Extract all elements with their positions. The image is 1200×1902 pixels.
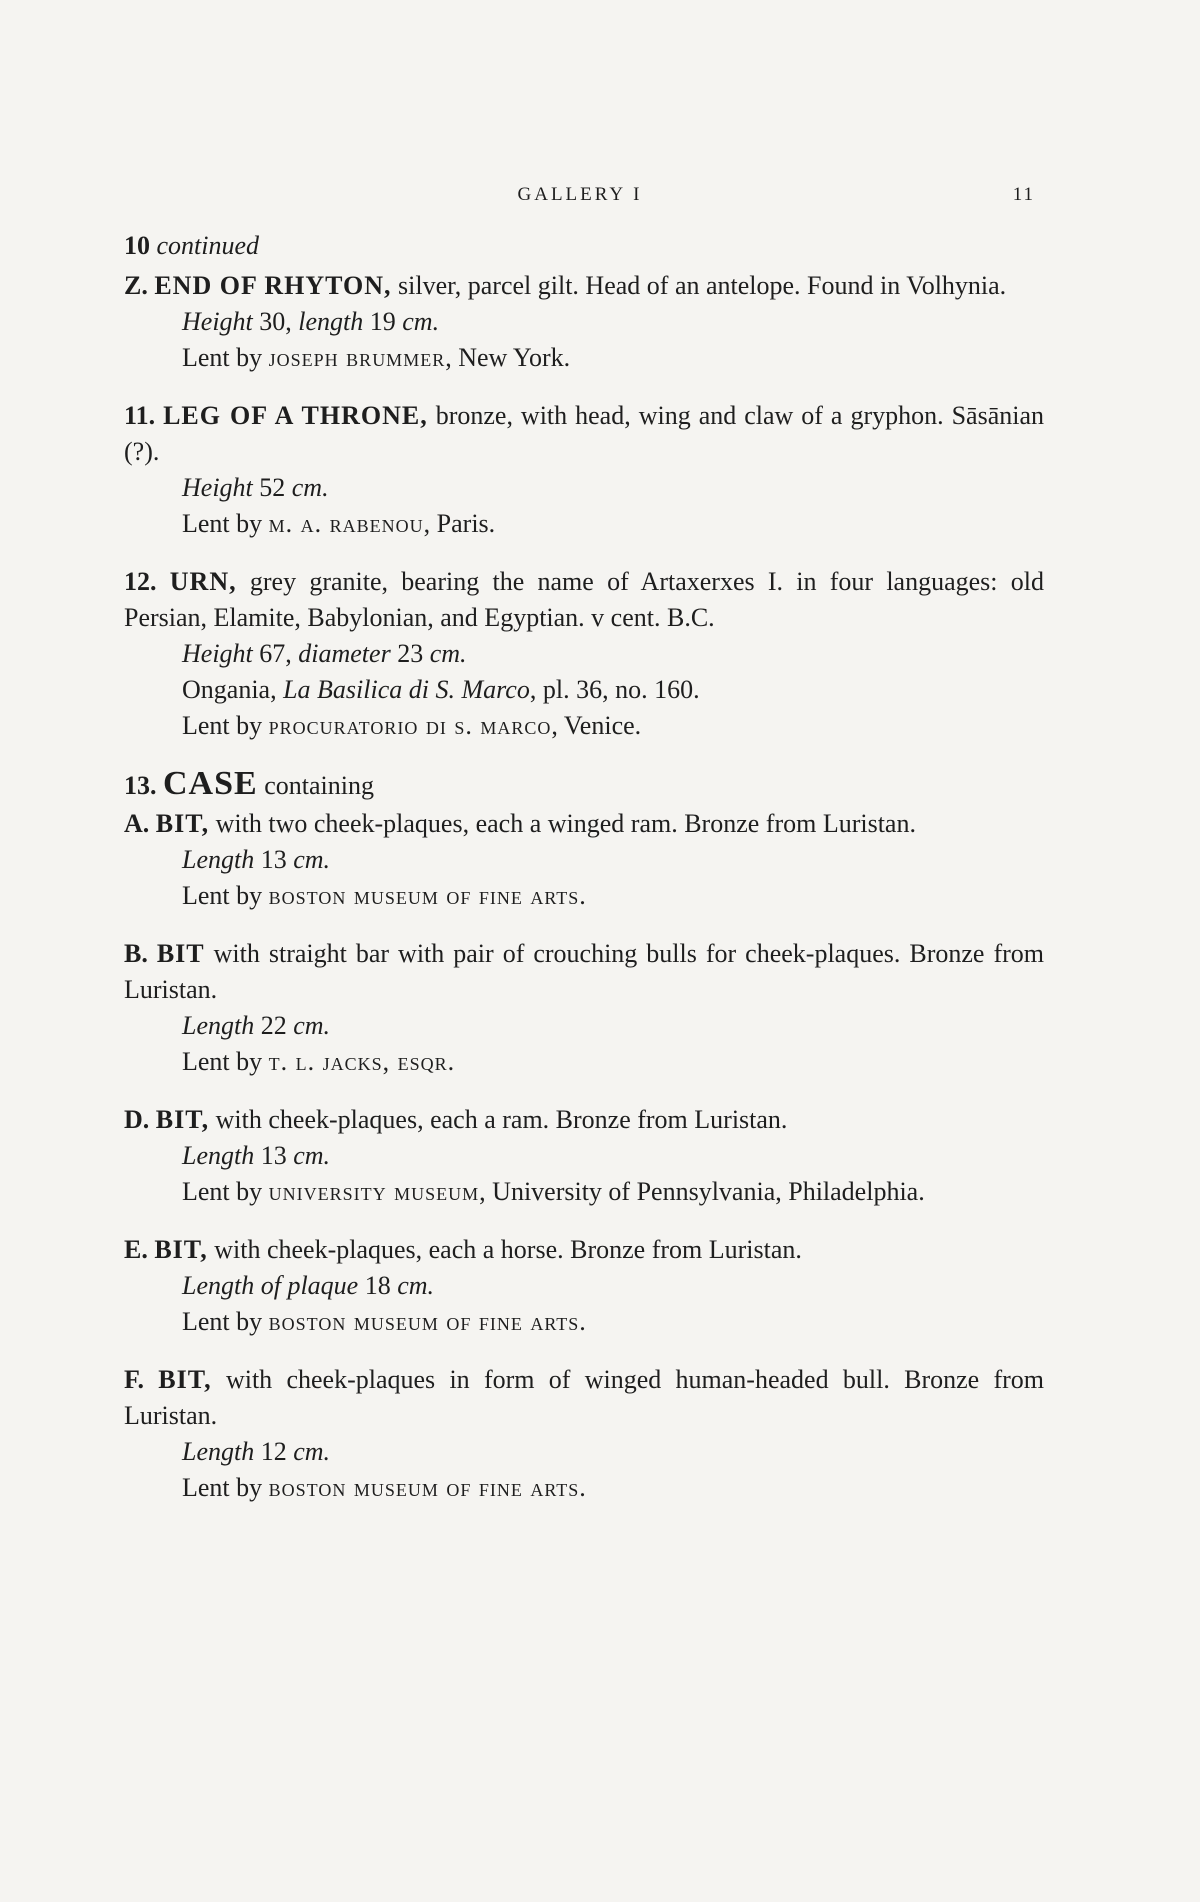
entry-description: silver, parcel gilt. Head of an antelope. Found in Volhynia. (391, 271, 1007, 300)
entry-lender (124, 1174, 1044, 1210)
entry-dimensions (124, 1008, 1044, 1044)
entry-title: LEG OF A THRONE, (163, 401, 428, 430)
case-number: 13. (124, 771, 157, 800)
entry-number: 11. (124, 401, 156, 430)
entry-lender (124, 340, 1044, 376)
entry-letter: F. (124, 1365, 144, 1394)
entry-title: BIT, (158, 1365, 212, 1394)
dim-value: 13 (254, 1141, 294, 1170)
sub-entry-f (124, 1362, 1044, 1506)
entry-heading (124, 268, 1044, 304)
entry-description: with cheek-plaques in form of winged human-headed bull. Bronze from Luristan. (124, 1365, 1045, 1430)
entry-dimensions (124, 304, 1044, 340)
lender-name: procuratorio di s. marco (268, 711, 552, 740)
entry-title: BIT (156, 939, 205, 968)
sub-entry-a (124, 806, 1044, 914)
lent-prefix: Lent by (182, 711, 269, 740)
lender-name: boston museum of fine arts. (268, 1307, 587, 1336)
entry-title: END OF RHYTON, (154, 271, 392, 300)
entry-heading (124, 398, 1044, 470)
dim-label: Height (182, 639, 253, 668)
dim-value: 12 (254, 1437, 294, 1466)
dim-label: Length (182, 845, 255, 874)
sub-entry-b (124, 936, 1044, 1080)
entry-heading (124, 564, 1044, 636)
entry-12 (124, 564, 1044, 744)
running-header (125, 184, 1035, 214)
entry-description: bronze, with head, wing and claw of a gryphon. Sāsānian (?). (124, 401, 1045, 466)
entry-letter: E. (124, 1235, 148, 1264)
dim-value: 23 (390, 639, 430, 668)
dim-value: 13 (254, 845, 294, 874)
entry-letter: D. (124, 1105, 150, 1134)
dim-unit: cm. (429, 639, 467, 668)
gallery-title: GALLERY I (517, 184, 643, 205)
ref-title: La Basilica di S. Marco (283, 675, 530, 704)
entry-description: with cheek-plaques, each a ram. Bronze from Luristan. (209, 1105, 788, 1134)
dim-value: 30, (252, 307, 299, 336)
lender-location: , University of Pennsylvania, Philadelphia. (479, 1177, 925, 1206)
dim-value: 22 (254, 1011, 294, 1040)
page-number: 11 (1012, 184, 1035, 205)
entry-title: URN, (169, 567, 237, 596)
lender-name: boston museum of fine arts. (268, 881, 587, 910)
dim-unit: cm. (293, 845, 331, 874)
lent-prefix: Lent by (182, 1177, 269, 1206)
entry-description: grey granite, bearing the name of Artaxerxes I. in four languages: old Persian, Elamite, Babylonian, and Egyptian. v cent. B.C. (124, 567, 1044, 632)
case-suffix: containing (257, 771, 374, 800)
ref-plate: , pl. 36, no. 160. (529, 675, 700, 704)
entry-heading (124, 936, 1044, 1008)
sub-entry-e (124, 1232, 1044, 1340)
entry-dimensions (124, 470, 1044, 506)
entry-dimensions (124, 1268, 1044, 1304)
lent-prefix: Lent by (182, 343, 269, 372)
dim-label: Height (182, 307, 253, 336)
lender-location: , New York. (445, 343, 571, 372)
lent-prefix: Lent by (182, 1047, 269, 1076)
lender-location: , Venice. (551, 711, 642, 740)
entry-lender (124, 708, 1044, 744)
dim-label: Length (182, 1141, 255, 1170)
dim-label: diameter (298, 639, 391, 668)
continued-label: continued (156, 231, 260, 260)
entry-lender (124, 1304, 1044, 1340)
case-heading (124, 766, 1044, 804)
sub-entry-d (124, 1102, 1044, 1210)
dim-label: Height (182, 473, 253, 502)
entry-reference (124, 672, 1044, 708)
entry-letter: B. (124, 939, 148, 968)
dim-label: length (298, 307, 364, 336)
dim-unit: cm. (293, 1011, 331, 1040)
entry-number: 12. (124, 567, 157, 596)
entry-description: with straight bar with pair of crouching bulls for cheek-plaques. Bronze from Luristan. (124, 939, 1044, 1004)
lender-name: boston museum of fine arts. (268, 1473, 587, 1502)
entry-description: with two cheek-plaques, each a winged ram. Bronze from Luristan. (209, 809, 916, 838)
entry-title: BIT, (154, 1235, 208, 1264)
entry-letter: A. (124, 809, 150, 838)
entry-number: Z. (124, 271, 148, 300)
ref-author: Ongania, (182, 675, 284, 704)
dim-unit: cm. (291, 473, 329, 502)
dim-unit: cm. (402, 307, 440, 336)
lent-prefix: Lent by (182, 509, 269, 538)
dim-unit: cm. (397, 1271, 435, 1300)
entry-lender (124, 506, 1044, 542)
catalogue-content (124, 228, 1044, 1528)
entry-dimensions (124, 1434, 1044, 1470)
continued-line (124, 228, 1044, 264)
lent-prefix: Lent by (182, 881, 269, 910)
lent-prefix: Lent by (182, 1473, 269, 1502)
entry-lender (124, 1044, 1044, 1080)
entry-dimensions (124, 842, 1044, 878)
entry-lender (124, 1470, 1044, 1506)
dim-label: Length (182, 1437, 255, 1466)
entry-dimensions (124, 1138, 1044, 1174)
entry-11 (124, 398, 1044, 542)
dim-label: Length of plaque (182, 1271, 359, 1300)
lender-location: , Paris. (423, 509, 496, 538)
entry-lender (124, 878, 1044, 914)
entry-heading (124, 1362, 1044, 1434)
dim-value: 19 (363, 307, 403, 336)
lent-prefix: Lent by (182, 1307, 269, 1336)
entry-heading (124, 1232, 1044, 1268)
dim-value: 67, (252, 639, 299, 668)
lender-name: t. l. jacks, esqr. (268, 1047, 456, 1076)
continued-number: 10 (124, 231, 150, 260)
lender-name: joseph brummer (268, 343, 446, 372)
entry-dimensions (124, 636, 1044, 672)
dim-unit: cm. (293, 1141, 331, 1170)
entry-z (124, 268, 1044, 376)
entry-title: BIT, (155, 809, 210, 838)
dim-value: 52 (252, 473, 292, 502)
dim-value: 18 (358, 1271, 398, 1300)
lender-name: university museum (268, 1177, 480, 1206)
entry-description: with cheek-plaques, each a horse. Bronze from Luristan. (207, 1235, 802, 1264)
lender-name: m. a. rabenou (268, 509, 424, 538)
entry-heading (124, 1102, 1044, 1138)
dim-label: Length (182, 1011, 255, 1040)
dim-unit: cm. (293, 1437, 331, 1466)
entry-title: BIT, (155, 1105, 210, 1134)
case-title: CASE (163, 765, 258, 802)
entry-heading (124, 806, 1044, 842)
